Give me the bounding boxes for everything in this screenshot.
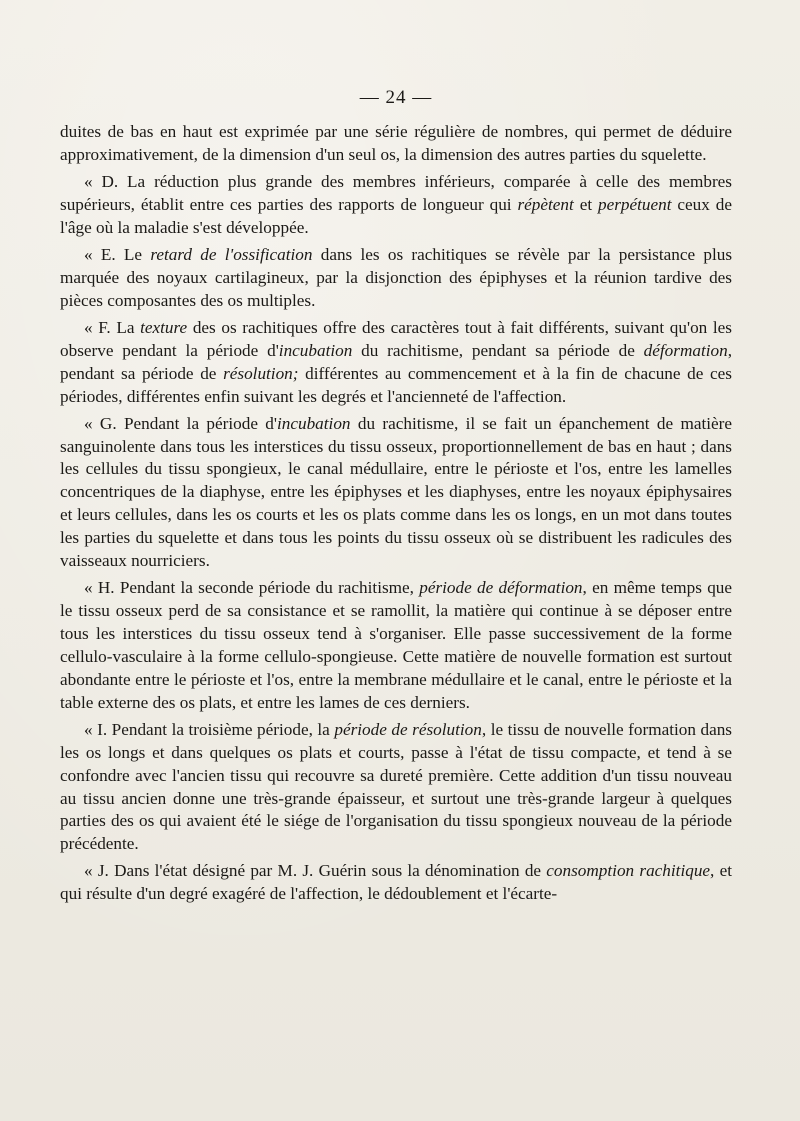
italic-term: répètent bbox=[517, 194, 574, 214]
italic-term: perpétuent bbox=[598, 194, 672, 214]
text-run: des os rachitiques offre des caractères tout à fait différents, suivant qu'on les observe pendant la période d' bbox=[60, 317, 732, 360]
italic-term: incubation bbox=[277, 413, 351, 433]
text-run: ceux de l'âge où la maladie s'est développée. bbox=[60, 194, 732, 237]
paragraph-j bbox=[60, 860, 732, 906]
text-run: du rachitisme, pendant sa période de bbox=[352, 340, 644, 360]
paragraph-f bbox=[60, 317, 732, 409]
text-run: « G. Pendant la période d' bbox=[84, 413, 277, 433]
paragraph-e bbox=[60, 244, 732, 313]
text-run: dans les os rachitiques se révèle par la persistance plus marquée des noyaux cartilagineux, par la disjonction des épiphyses et la réunion tardive des pièces composantes des os multiples. bbox=[60, 244, 733, 310]
text-run: , en même temps que le tissu osseux perd de sa consistance et se ramollit, la matière qui continue à se déposer entre tous les interstices du tissu osseux tend à s'organiser. Elle passe successivement de la forme cellulo-vasculaire à la forme cellulo-spongieuse. Cette matière de nouvelle formation est surtout abondante entre le périoste et l'os, entre la membrane médullaire et le canal, entre le périoste et la table externe des os plats, et entre les lames de ces derniers. bbox=[60, 578, 733, 712]
italic-term: consomption rachitique bbox=[546, 861, 711, 881]
italic-term: période de résolution bbox=[334, 719, 482, 739]
text-run: , le tissu de nouvelle formation dans les os longs et dans quelques os plats et courts, passe à l'état de tissu compacte, et tend à se confondre avec l'ancien tissu qui recouvre sa dureté première. Cette addition d'un tissu nouveau au tissu ancien donne une très-grande épaisseur, et surtout une très-grande largeur à quelques parties des os qui avaient été le siége de l'organisation du tissu spongieux nouveau de la période précédente. bbox=[60, 719, 732, 854]
paragraph-h bbox=[60, 577, 732, 714]
text-run: « D. La réduction plus grande des membres inférieurs, comparée à celle des membres supérieurs, établit entre ces parties des rapports de longueur qui bbox=[60, 172, 732, 214]
paragraph-i bbox=[60, 719, 732, 856]
text-run: « E. Le bbox=[84, 244, 151, 264]
paragraph-g bbox=[60, 413, 732, 573]
italic-term: retard de l'ossification bbox=[150, 244, 313, 264]
italic-term: résolution; bbox=[223, 363, 299, 383]
paragraph-d bbox=[60, 171, 732, 240]
paragraph-continuation bbox=[60, 121, 732, 167]
text-run: « I. Pendant la troisième période, la bbox=[84, 719, 335, 739]
text-run: « H. Pendant la seconde période du rachitisme, bbox=[84, 578, 420, 598]
text-run: du rachitisme, il se fait un épanchement de matière sanguinolente dans tous les interstices du tissu osseux, proportionnellement de bas en haut ; dans les cellules du tissu spongieux, le canal médullaire, entre le périoste et l'os, entre les lamelles concentriques de la diaphyse, entre les épiphyses et les diaphyses, entre les noyaux épiphysaires et leurs cellules, dans les os courts et les os plats comme dans les os longs, en un mot dans toutes les parties du squelette et dans tous les points du tissu osseux où se distribuent les radicules des vaisseaux nourriciers. bbox=[60, 413, 732, 571]
text-run: et bbox=[573, 194, 599, 214]
text-run: duites de bas en haut est exprimée par une série régulière de nombres, qui permet de déduire approximativement, de la dimension d'un seul os, la dimension des autres parties du squelette. bbox=[60, 122, 732, 164]
text-run: « F. La bbox=[84, 317, 141, 337]
text-run: , pendant sa période de bbox=[60, 340, 732, 383]
italic-term: incubation bbox=[278, 340, 353, 360]
italic-term: texture bbox=[140, 317, 188, 337]
page-number: — 24 — bbox=[359, 87, 433, 108]
italic-term: période de déformation bbox=[419, 578, 583, 598]
text-run: « J. Dans l'état désigné par M. J. Guérin sous la dénomination de bbox=[84, 861, 547, 881]
text-run: différentes au commencement et à la fin de chacune de ces périodes, différentes enfin suivant les degrés et l'ancienneté de l'affection. bbox=[60, 363, 732, 406]
text-run: , et qui résulte d'un degré exagéré de l'affection, le dédoublement et l'écarte- bbox=[60, 861, 732, 904]
italic-term: déformation bbox=[643, 340, 728, 360]
